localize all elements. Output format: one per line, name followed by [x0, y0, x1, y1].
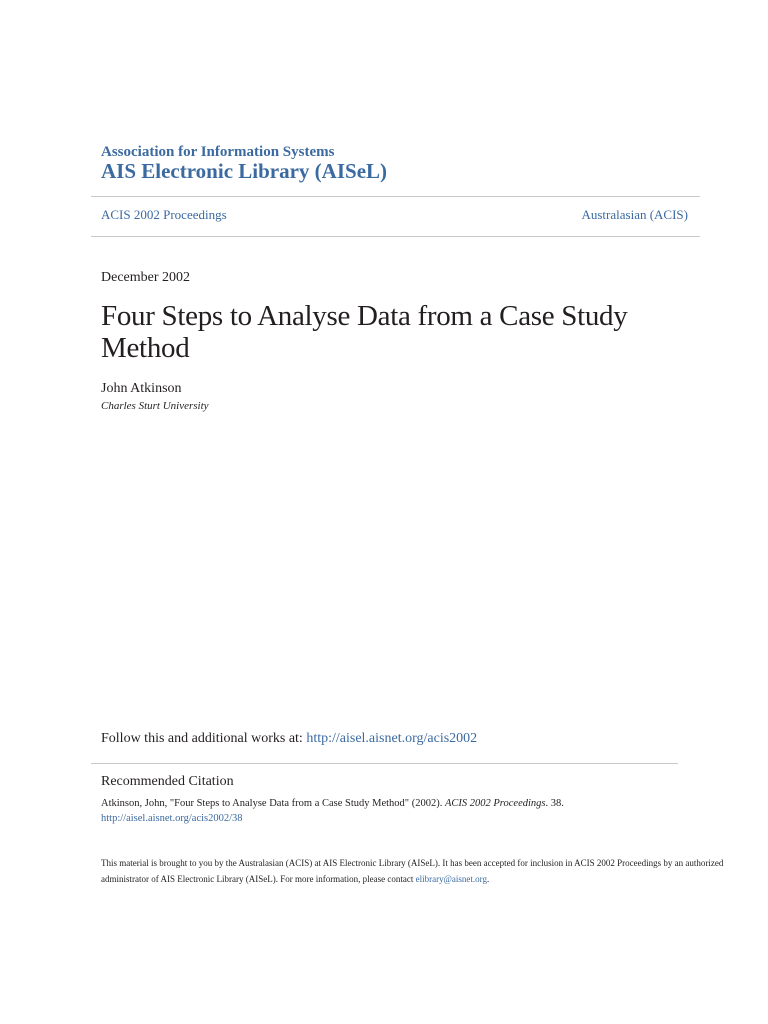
follow-line — [101, 731, 477, 747]
availability-notice — [101, 855, 741, 887]
citation-heading: Recommended Citation — [101, 774, 234, 789]
author-name: John Atkinson — [101, 381, 182, 396]
author-affiliation: Charles Sturt University — [101, 400, 209, 412]
contact-email-link[interactable]: elibrary@aisnet.org — [415, 874, 488, 884]
proceedings-divider — [91, 236, 700, 237]
citation-text: Atkinson, John, "Four Steps to Analyse Data from a Case Study Method" (2002). — [101, 798, 445, 809]
citation-block — [101, 796, 741, 826]
citation-suffix: . 38. — [545, 798, 564, 809]
top-divider — [91, 196, 700, 197]
citation-divider — [91, 763, 678, 764]
follow-label: Follow this and additional works at: — [101, 731, 307, 746]
citation-journal: ACIS 2002 Proceedings — [444, 798, 546, 809]
community-link[interactable]: Australasian (ACIS) — [581, 207, 688, 222]
citation-url-link[interactable]: http://aisel.aisnet.org/acis2002/38 — [101, 813, 243, 824]
library-name[interactable]: AIS Electronic Library (AISeL) — [101, 159, 388, 183]
notice-text: This material is brought to you by the Australasian (ACIS) at AIS Electronic Library (AISeL). It has been accepted for inclusion in ACIS 2002 Proceedings by an authorized administrator of AIS Electronic Library (AISeL). For more information, please contact — [101, 858, 724, 884]
publication-date: December 2002 — [101, 270, 191, 285]
follow-url-link[interactable]: http://aisel.aisnet.org/acis2002 — [306, 731, 478, 746]
paper-title: Four Steps to Analyse Data from a Case Study Method — [101, 300, 628, 364]
proceedings-link[interactable]: ACIS 2002 Proceedings — [101, 207, 227, 222]
org-name[interactable]: Association for Information Systems — [101, 144, 335, 160]
notice-end: . — [487, 874, 490, 884]
